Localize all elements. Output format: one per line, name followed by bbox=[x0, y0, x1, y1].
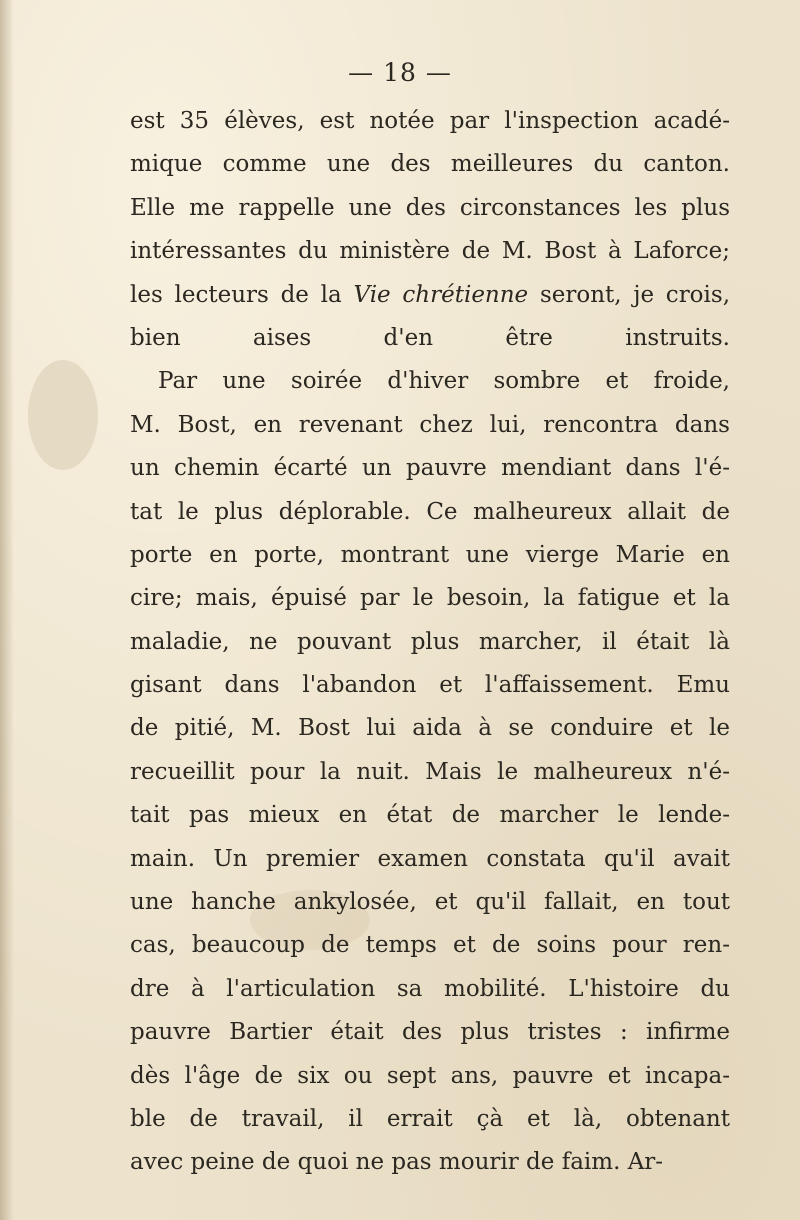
text-line: tat le plus déplorable. Ce malheureux allait de bbox=[130, 498, 730, 525]
text-line: une hanche ankylosée, et qu'il fallait, en tout bbox=[130, 889, 730, 916]
text-line: bien aises d'en être instruits. bbox=[130, 324, 730, 351]
page-number: — 18 — bbox=[348, 58, 452, 87]
text-line: Par une soirée d'hiver sombre et froide, bbox=[158, 368, 730, 395]
text-line: gisant dans l'abandon et l'affaissement. Emu bbox=[130, 672, 730, 699]
text-line: recueillit pour la nuit. Mais le malheureux n'é- bbox=[130, 758, 730, 785]
text-line: pauvre Bartier était des plus tristes : infirme bbox=[130, 1019, 730, 1046]
text-line: Elle me rappelle une des circonstances les plus bbox=[130, 194, 730, 221]
journal-title: Vie chrétienne bbox=[353, 281, 529, 308]
text-line: porte en porte, montrant une vierge Marie en bbox=[130, 541, 730, 568]
text-line: cire; mais, épuisé par le besoin, la fatigue et la bbox=[130, 585, 730, 612]
text-line: dès l'âge de six ou sept ans, pauvre et incapa- bbox=[130, 1062, 730, 1089]
text-line: avec peine de quoi ne pas mourir de faim. Ar- bbox=[130, 1149, 664, 1176]
text-line: un chemin écarté un pauvre mendiant dans l'é- bbox=[130, 455, 730, 482]
text-line: est 35 élèves, est notée par l'inspection acadé- bbox=[130, 108, 730, 134]
text-line: maladie, ne pouvant plus marcher, il était là bbox=[130, 628, 730, 655]
text-segment: les lecteurs de la bbox=[130, 281, 354, 308]
text-line: mique comme une des meilleures du canton. bbox=[130, 151, 730, 178]
text-line: de pitié, M. Bost lui aida à se conduire et le bbox=[130, 715, 730, 742]
text-line: intéressantes du ministère de M. Bost à Laforce; bbox=[130, 238, 730, 265]
text-line bbox=[130, 274, 730, 317]
text-line: cas, beaucoup de temps et de soins pour ren- bbox=[130, 932, 730, 959]
body-text bbox=[130, 100, 730, 1185]
text-line: main. Un premier examen constata qu'il avait bbox=[130, 845, 730, 872]
text-line: ble de travail, il errait çà et là, obtenant bbox=[130, 1105, 730, 1132]
text-line: tait pas mieux en état de marcher le lende- bbox=[130, 802, 730, 829]
text-line: M. Bost, en revenant chez lui, rencontra dans bbox=[130, 411, 730, 438]
page-binding-edge bbox=[0, 0, 14, 1220]
text-segment: seront, je crois, bbox=[528, 281, 730, 308]
paper-stain bbox=[28, 360, 98, 470]
text-line: dre à l'articulation sa mobilité. L'histoire du bbox=[130, 975, 730, 1002]
